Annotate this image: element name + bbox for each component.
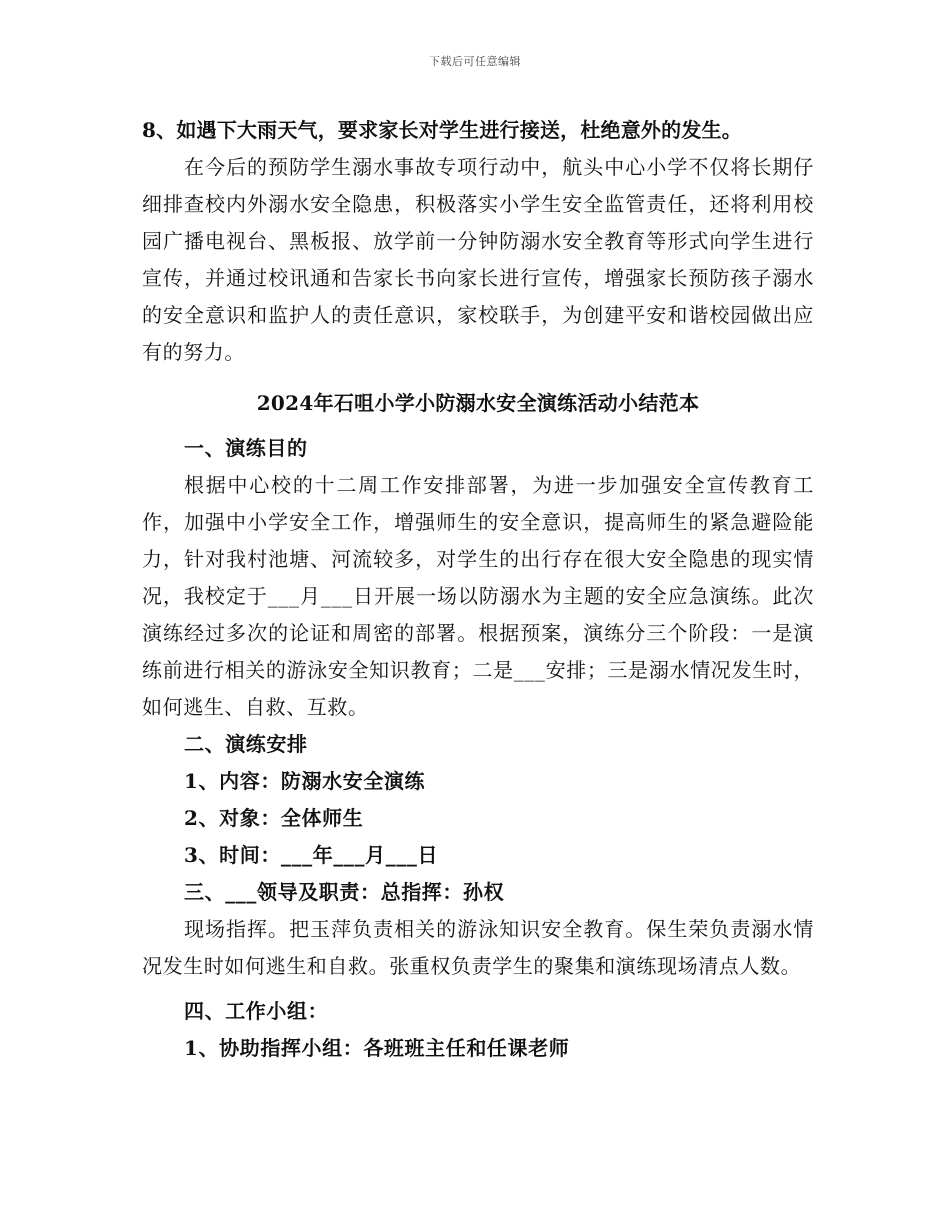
list-item-8: 8、如遇下大雨天气，要求家长对学生进行接送，杜绝意外的发生。 <box>142 118 742 142</box>
arrangement-item-content: 1、内容：防溺水安全演练 <box>184 769 426 793</box>
document-body <box>142 112 814 1067</box>
paragraph-purpose: 根据中心校的十二周工作安排部署，为进一步加强安全宣传教育工作，加强中小学安全工作，增强师生的安全意识，提高师生的紧急避险能力，针对我村池塘、河流较多，对学生的出行存在很大安全隐患的现实情况，我校定于___月___日开展一场以防溺水为主题的安全应急演练。此次演练经过多次的论证和周密的部署。根据预案，演练分三个阶段：一是演练前进行相关的游泳安全知识教育；二是___安排；三是溺水情况发生时，如何逃生、自救、互救。 <box>142 473 814 719</box>
section-heading-work-groups: 四、工作小组： <box>184 999 329 1023</box>
section-heading-arrangement: 二、演练安排 <box>184 732 308 756</box>
work-group-item-1: 1、协助指挥小组：各班班主任和任课老师 <box>184 1036 570 1060</box>
document-title: 2024年石咀小学小防溺水安全演练活动小结范本 <box>256 391 700 415</box>
paragraph-prevention-actions: 在今后的预防学生溺水事故专项行动中，航头中心小学不仅将长期仔细排查校内外溺水安全隐患，积极落实小学生安全监管责任，还将利用校园广播电视台、黑板报、放学前一分钟防溺水安全教育等形式向学生进行宣传，并通过校讯通和告家长书向家长进行宣传，增强家长预防孩子溺水的安全意识和监护人的责任意识，家校联手，为创建平安和谐校园做出应有的努力。 <box>142 155 814 364</box>
page-header: 下载后可任意编辑 <box>429 55 521 68</box>
arrangement-item-time: 3、时间：___年___月___日 <box>184 843 439 867</box>
section-heading-purpose: 一、演练目的 <box>184 436 308 460</box>
section-heading-leadership: 三、___领导及职责：总指挥：孙权 <box>184 880 505 904</box>
paragraph-leadership: 现场指挥。把玉萍负责相关的游泳知识安全教育。保生荣负责溺水情况发生时如何逃生和自救。张重权负责学生的聚集和演练现场清点人数。 <box>142 917 814 978</box>
arrangement-item-audience: 2、对象：全体师生 <box>184 806 364 830</box>
